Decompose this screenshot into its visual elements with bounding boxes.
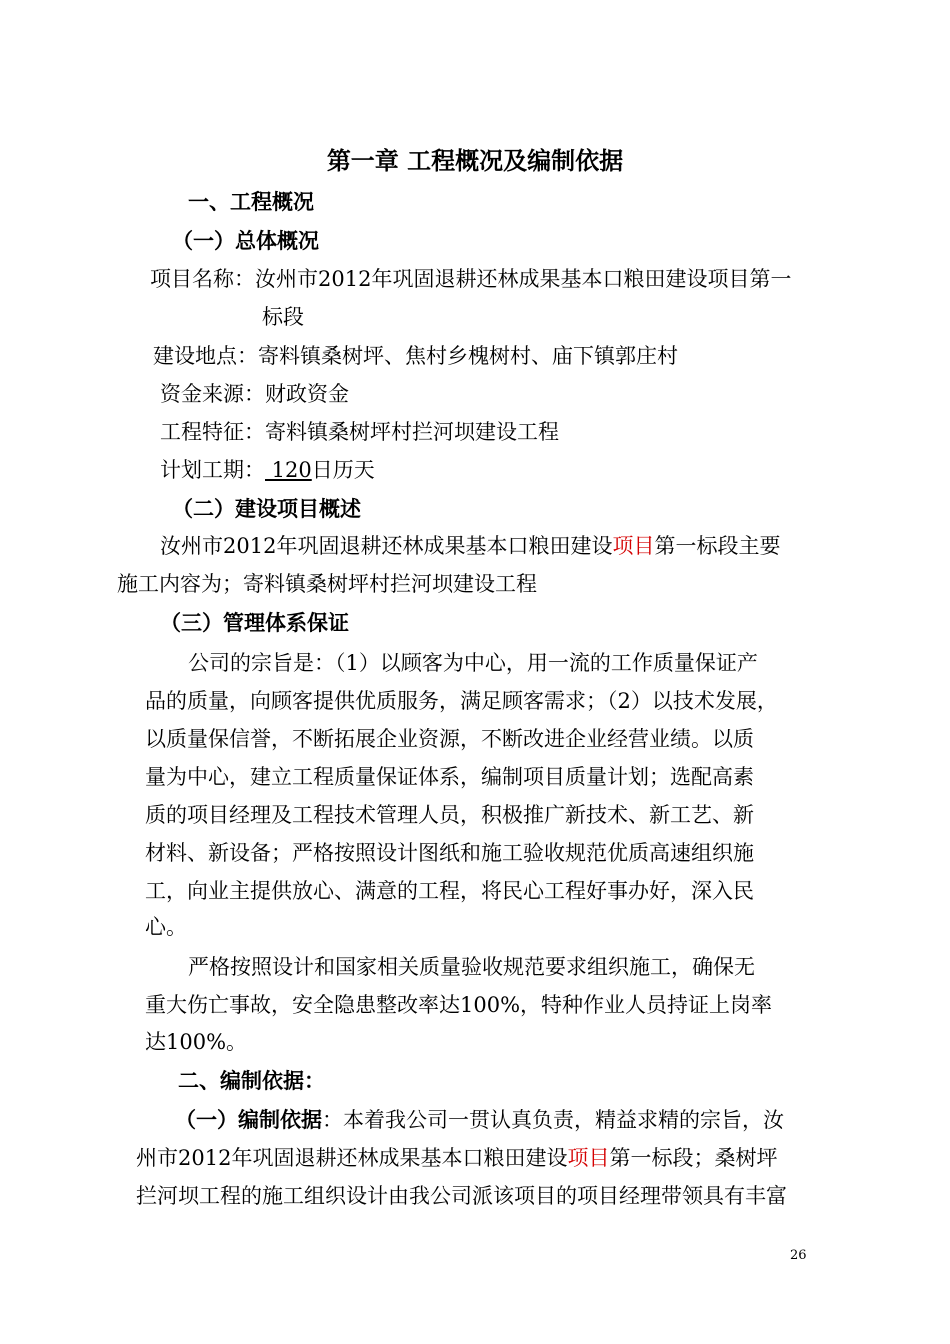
safety-line-3: 达100%。 — [145, 1030, 248, 1054]
subsection-heading-project-summary: （二）建设项目概述 — [172, 497, 361, 521]
page-number: 26 — [790, 1248, 807, 1263]
mission-line-6: 材料、新设备；严格按照设计图纸和施工验收规范优质高速组织施 — [145, 841, 754, 865]
period-unit: 日历天 — [311, 458, 375, 482]
project-name-label: 项目名称： — [150, 267, 255, 291]
basis-text: ：本着我公司一贯认真负责，精益求精的宗旨，汝 — [322, 1108, 784, 1132]
summary-text: 第一标段主要 — [654, 534, 781, 558]
mission-line-7: 工，向业主提供放心、满意的工程，将民心工程好事办好，深入民 — [145, 879, 754, 903]
funding-label: 资金来源： — [160, 382, 265, 406]
mission-line-2: 品的质量，向顾客提供优质服务，满足顾客需求；（2）以技术发展， — [145, 689, 778, 713]
safety-line-1: 严格按照设计和国家相关质量验收规范要求组织施工，确保无 — [188, 955, 755, 979]
funding-value: 财政资金 — [265, 382, 349, 406]
project-name-value: 汝州市2012年巩固退耕还林成果基本口粮田建设项目第一 — [255, 267, 792, 291]
subsection-heading-general: （一）总体概况 — [172, 229, 319, 253]
basis-line-3: 拦河坝工程的施工组织设计由我公司派该项目的项目经理带领具有丰富 — [136, 1184, 787, 1208]
basis-line-1 — [175, 1105, 784, 1135]
location-value: 寄料镇桑树坪、焦村乡槐树村、庙下镇郭庄村 — [258, 344, 678, 368]
feature-row — [160, 417, 559, 447]
feature-value: 寄料镇桑树坪村拦河坝建设工程 — [265, 420, 559, 444]
summary-line-1 — [160, 531, 780, 561]
mission-line-4: 量为中心，建立工程质量保证体系，编制项目质量计划；选配高素 — [145, 765, 754, 789]
project-name-continuation: 标段 — [262, 305, 304, 329]
basis-highlight: 项目 — [567, 1146, 610, 1170]
basis-line-2 — [136, 1143, 777, 1173]
safety-line-2: 重大伤亡事故，安全隐患整改率达100%，特种作业人员持证上岗率 — [145, 993, 773, 1017]
location-label: 建设地点： — [153, 344, 258, 368]
summary-text: 汝州市2012年巩固退耕还林成果基本口粮田建设 — [160, 534, 613, 558]
location-row — [153, 341, 678, 371]
mission-line-5: 质的项目经理及工程技术管理人员，积极推广新技术、新工艺、新 — [145, 803, 754, 827]
summary-line-2: 施工内容为；寄料镇桑树坪村拦河坝建设工程 — [117, 572, 537, 596]
period-label: 计划工期： — [160, 458, 265, 482]
basis-text: 州市2012年巩固退耕还林成果基本口粮田建设 — [136, 1146, 568, 1170]
basis-subheading: （一）编制依据 — [175, 1108, 322, 1132]
funding-row — [160, 379, 349, 409]
project-name-row — [150, 264, 791, 294]
period-row — [160, 455, 375, 485]
mission-line-3: 以质量保信誉，不断拓展企业资源，不断改进企业经营业绩。以质 — [145, 727, 754, 751]
chapter-title: 第一章 工程概况及编制依据 — [326, 147, 624, 175]
section-heading-basis: 二、编制依据： — [178, 1069, 325, 1093]
feature-label: 工程特征： — [160, 420, 265, 444]
section-heading-overview: 一、工程概况 — [188, 190, 314, 214]
summary-highlight: 项目 — [612, 534, 655, 558]
mission-line-1: 公司的宗旨是：（1）以顾客为中心，用一流的工作质量保证产 — [188, 651, 758, 675]
subsection-heading-management: （三）管理体系保证 — [160, 611, 349, 635]
period-value: 120 — [265, 458, 312, 482]
mission-line-8: 心。 — [145, 915, 187, 939]
basis-text: 第一标段；桑树坪 — [609, 1146, 778, 1170]
